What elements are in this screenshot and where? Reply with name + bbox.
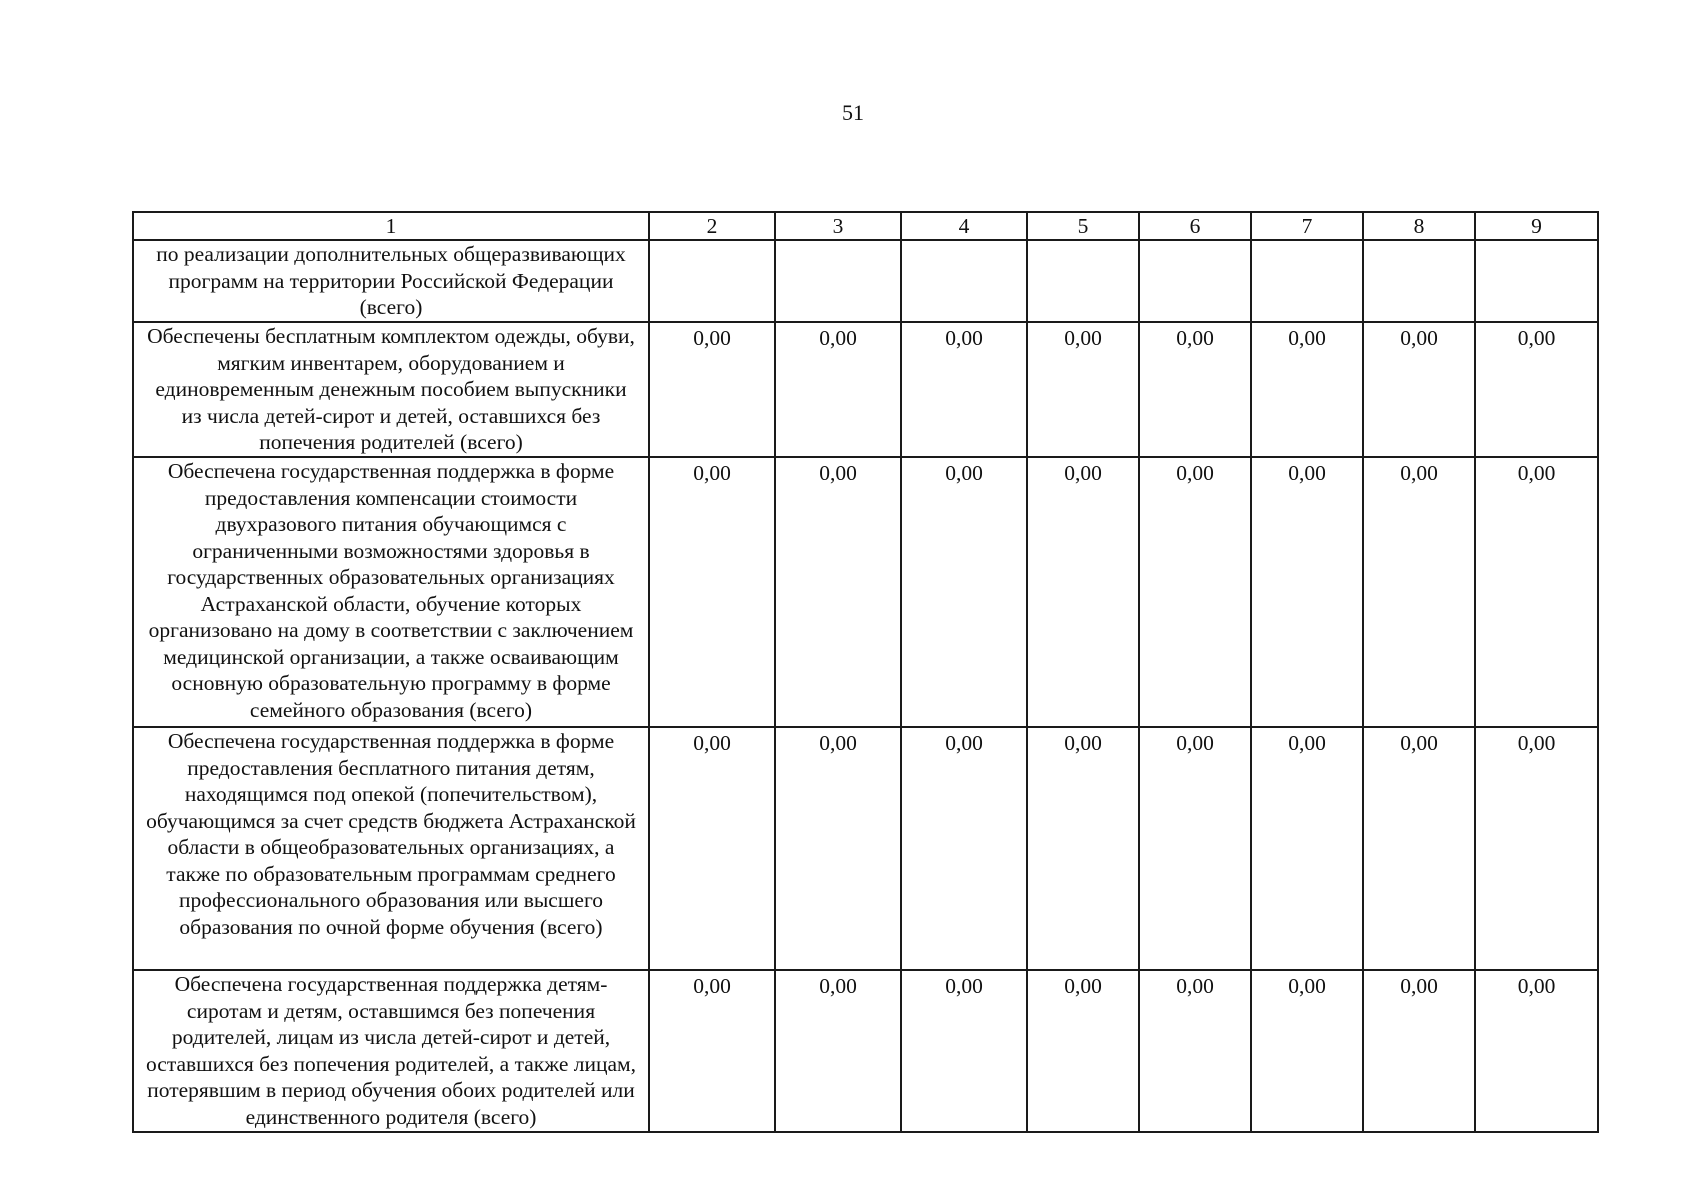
value-cell: 0,00: [1363, 322, 1475, 457]
column-header-9: 9: [1475, 212, 1598, 240]
value-cell: [1363, 240, 1475, 322]
value-cell: 0,00: [1027, 322, 1139, 457]
column-header-4: 4: [901, 212, 1027, 240]
table-row: [133, 240, 1598, 322]
value-cell: 0,00: [1363, 970, 1475, 1132]
value-cell: 0,00: [1363, 457, 1475, 727]
value-cell: 0,00: [1251, 322, 1363, 457]
row-description: по реализации дополнительных общеразвивающих программ на территории Российской Федерации (всего): [133, 240, 649, 322]
value-cell: [1139, 240, 1251, 322]
table-row: [133, 970, 1598, 1132]
page-number: 51: [842, 100, 864, 125]
header-row: [133, 212, 1598, 240]
value-cell: 0,00: [649, 727, 775, 970]
value-cell: 0,00: [1027, 727, 1139, 970]
value-cell: 0,00: [1475, 457, 1598, 727]
value-cell: 0,00: [1139, 322, 1251, 457]
value-cell: 0,00: [1475, 322, 1598, 457]
value-cell: 0,00: [775, 322, 901, 457]
value-cell: 0,00: [901, 727, 1027, 970]
table-row: [133, 457, 1598, 727]
value-cell: [775, 240, 901, 322]
value-cell: 0,00: [901, 457, 1027, 727]
value-cell: 0,00: [1251, 970, 1363, 1132]
table-header: [133, 212, 1598, 240]
value-cell: 0,00: [1475, 727, 1598, 970]
data-table: [132, 211, 1599, 1133]
value-cell: 0,00: [901, 970, 1027, 1132]
row-description: Обеспечена государственная поддержка в форме предоставления компенсации стоимости двухразового питания обучающимся с ограниченными возможностями здоровья в государственных образовательных организациях Астраханской области, обучение которых организовано на дому в соответствии с заключением медицинской организации, а также осваивающим основную образовательную программу в форме семейного образования (всего): [133, 457, 649, 727]
column-header-2: 2: [649, 212, 775, 240]
column-header-5: 5: [1027, 212, 1139, 240]
row-description: Обеспечена государственная поддержка в форме предоставления бесплатного питания детям, находящимся под опекой (попечительством), обучающимся за счет средств бюджета Астраханской области в общеобразовательных организациях, а также по образовательным программам среднего профессионального образования или высшего образования по очной форме обучения (всего): [133, 727, 649, 970]
column-header-8: 8: [1363, 212, 1475, 240]
value-cell: [1251, 240, 1363, 322]
value-cell: 0,00: [1363, 727, 1475, 970]
value-cell: 0,00: [1139, 970, 1251, 1132]
value-cell: 0,00: [649, 970, 775, 1132]
value-cell: [1475, 240, 1598, 322]
table-body: [133, 240, 1598, 1132]
value-cell: 0,00: [1251, 457, 1363, 727]
value-cell: [1027, 240, 1139, 322]
table-row: [133, 727, 1598, 970]
table-row: [133, 322, 1598, 457]
column-header-1: 1: [133, 212, 649, 240]
value-cell: 0,00: [1475, 970, 1598, 1132]
row-description: Обеспечена государственная поддержка детям-сиротам и детям, оставшимся без попечения родителей, лицам из числа детей-сирот и детей, оставшихся без попечения родителей, а также лицам, потерявшим в период обучения обоих родителей или единственного родителя (всего): [133, 970, 649, 1132]
value-cell: 0,00: [901, 322, 1027, 457]
value-cell: [901, 240, 1027, 322]
value-cell: 0,00: [649, 457, 775, 727]
value-cell: 0,00: [1027, 457, 1139, 727]
row-description: Обеспечены бесплатным комплектом одежды, обуви, мягким инвентарем, оборудованием и единовременным денежным пособием выпускники из числа детей-сирот и детей, оставшихся без попечения родителей (всего): [133, 322, 649, 457]
value-cell: 0,00: [1027, 970, 1139, 1132]
column-header-6: 6: [1139, 212, 1251, 240]
value-cell: 0,00: [649, 322, 775, 457]
value-cell: 0,00: [775, 970, 901, 1132]
column-header-7: 7: [1251, 212, 1363, 240]
column-header-3: 3: [775, 212, 901, 240]
value-cell: [649, 240, 775, 322]
value-cell: 0,00: [1139, 727, 1251, 970]
value-cell: 0,00: [1251, 727, 1363, 970]
value-cell: 0,00: [775, 727, 901, 970]
value-cell: 0,00: [775, 457, 901, 727]
value-cell: 0,00: [1139, 457, 1251, 727]
